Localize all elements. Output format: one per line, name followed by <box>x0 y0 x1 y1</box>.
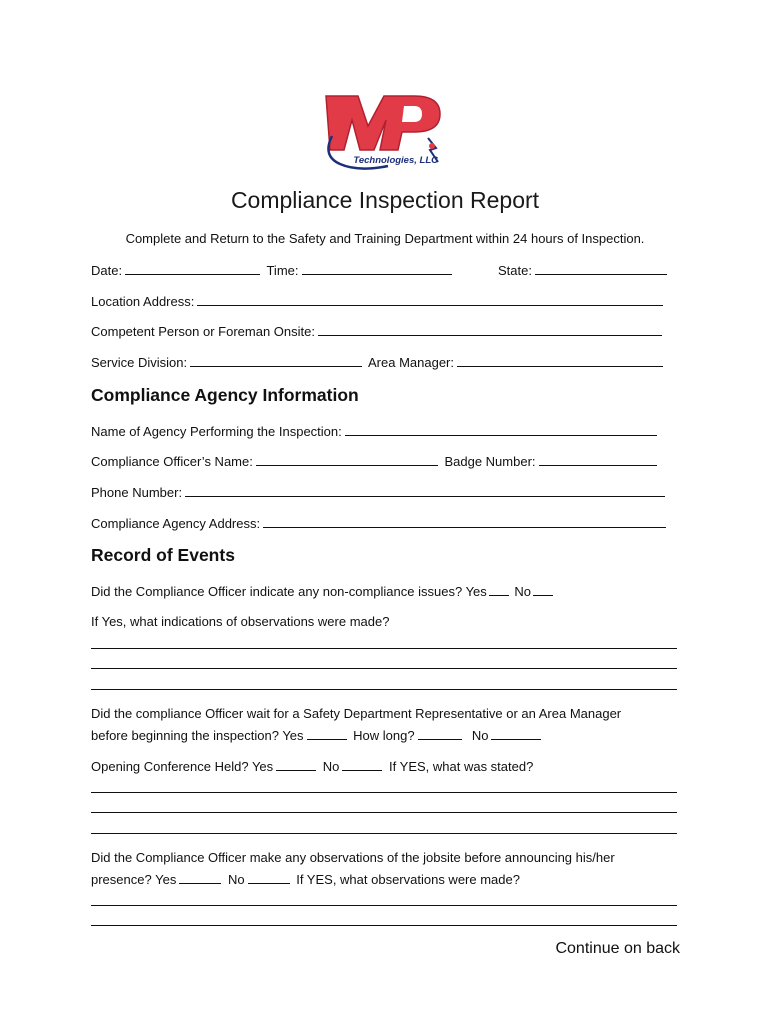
phone-field[interactable] <box>185 483 665 497</box>
answer-line[interactable] <box>91 792 677 793</box>
location-row <box>91 292 666 310</box>
officer-row <box>91 452 660 470</box>
q4-no-label: No <box>227 872 245 887</box>
agency-address-field[interactable] <box>263 514 666 528</box>
logo-subtitle: Technologies, LLC <box>353 155 438 166</box>
q2-howlong-label: How long? <box>353 728 415 743</box>
q3-ifyes-label: If YES, what was stated? <box>389 759 534 774</box>
q4-row <box>91 870 520 888</box>
officer-field[interactable] <box>256 452 438 466</box>
state-field[interactable] <box>535 261 667 275</box>
events-heading: Record of Events <box>91 545 235 565</box>
q3-no-field[interactable] <box>342 757 382 771</box>
location-label: Location Address: <box>91 294 195 309</box>
q1b-text: If Yes, what indications of observations were made? <box>91 614 390 629</box>
agency-address-label: Compliance Agency Address: <box>91 516 261 531</box>
answer-line[interactable] <box>91 648 677 649</box>
q1-yes-label: Yes <box>465 584 487 599</box>
officer-label: Compliance Officer’s Name: <box>91 454 253 469</box>
q4-yes-field[interactable] <box>179 870 221 884</box>
q4-line1: Did the Compliance Officer make any observations of the jobsite before announcing his/her <box>91 850 615 865</box>
agency-heading: Compliance Agency Information <box>91 385 359 405</box>
company-logo <box>318 90 448 174</box>
q4-yes-label: Yes <box>155 872 177 887</box>
q3-text: Opening Conference Held? <box>91 759 249 774</box>
q2-line1: Did the compliance Officer wait for a Safety Department Representative or an Area Manager <box>91 706 622 721</box>
instructions-text: Complete and Return to the Safety and Training Department within 24 hours of Inspection. <box>125 231 645 246</box>
competent-row <box>91 322 665 340</box>
q1-row <box>91 582 555 600</box>
time-field[interactable] <box>302 261 452 275</box>
answer-line[interactable] <box>91 689 677 690</box>
q1-text: Did the Compliance Officer indicate any non-compliance issues? <box>91 584 463 599</box>
competent-label: Competent Person or Foreman Onsite: <box>91 324 315 339</box>
q1-yes-field[interactable] <box>489 582 509 596</box>
phone-row <box>91 483 668 501</box>
agency-address-row <box>91 514 669 532</box>
q3-row <box>91 757 533 775</box>
continue-note: Continue on back <box>555 940 680 957</box>
division-field[interactable] <box>190 353 362 367</box>
q2-line2: before beginning the inspection? <box>91 728 279 743</box>
q3-no-label: No <box>322 759 340 774</box>
badge-field[interactable] <box>539 452 657 466</box>
time-label: Time: <box>266 263 299 278</box>
q2-no-label: No <box>471 728 489 743</box>
division-label: Service Division: <box>91 355 188 370</box>
state-label: State: <box>498 263 532 278</box>
agency-name-field[interactable] <box>345 422 657 436</box>
q2-no-field[interactable] <box>491 726 541 740</box>
q4-ifyes-label: If YES, what observations were made? <box>296 872 520 887</box>
q2-yes-label: Yes <box>282 728 304 743</box>
agency-name-row <box>91 422 660 440</box>
area-manager-label: Area Manager: <box>368 355 454 370</box>
date-label: Date: <box>91 263 123 278</box>
phone-label: Phone Number: <box>91 485 183 500</box>
area-manager-field[interactable] <box>457 353 663 367</box>
q2-yes-field[interactable] <box>307 726 347 740</box>
page-title: Compliance Inspection Report <box>230 187 540 213</box>
q3-yes-label: Yes <box>251 759 274 774</box>
answer-line[interactable] <box>91 905 677 906</box>
date-field[interactable] <box>125 261 260 275</box>
state-row <box>498 261 670 279</box>
answer-line[interactable] <box>91 668 677 669</box>
badge-label: Badge Number: <box>444 454 536 469</box>
q1-no-field[interactable] <box>533 582 553 596</box>
answer-line[interactable] <box>91 833 677 834</box>
date-time-row <box>91 261 455 279</box>
agency-name-label: Name of Agency Performing the Inspection: <box>91 424 342 439</box>
q4-no-field[interactable] <box>248 870 290 884</box>
competent-field[interactable] <box>318 322 662 336</box>
q3-yes-field[interactable] <box>276 757 316 771</box>
location-field[interactable] <box>197 292 663 306</box>
q1-no-label: No <box>514 584 532 599</box>
division-row <box>91 353 666 371</box>
q2-row <box>91 726 544 744</box>
q4-line2: presence? <box>91 872 152 887</box>
answer-line[interactable] <box>91 812 677 813</box>
q2-howlong-field[interactable] <box>418 726 462 740</box>
answer-line[interactable] <box>91 925 677 926</box>
